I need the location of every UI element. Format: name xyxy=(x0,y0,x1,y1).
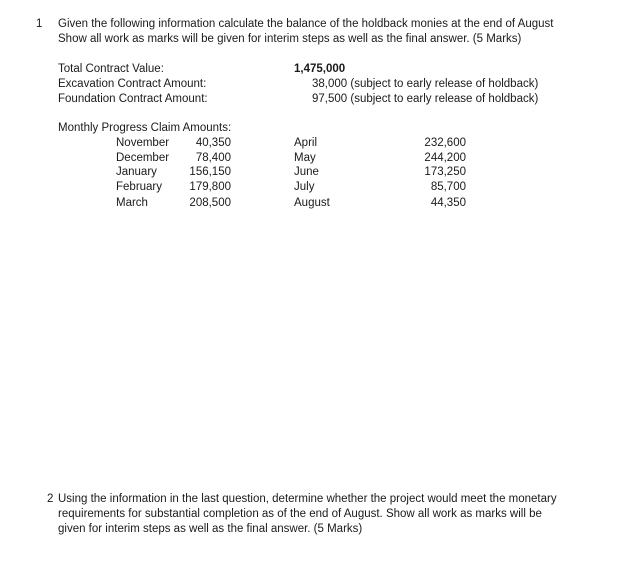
claim-month: November xyxy=(116,137,170,149)
claim-month: March xyxy=(116,197,148,209)
claim-month: January xyxy=(116,166,157,178)
claim-amount: 173,250 xyxy=(424,166,466,178)
claim-amount: 44,350 xyxy=(430,197,466,209)
foundation-contract-value: 97,500 (subject to early release of holdback) xyxy=(312,93,539,105)
excavation-contract-label: Excavation Contract Amount: xyxy=(58,78,207,90)
question-1-line-2: Show all work as marks will be given for interim steps as well as the final answer. (5 Marks) xyxy=(58,33,522,45)
claim-amount: 232,600 xyxy=(424,137,466,149)
question-2-number: 2 xyxy=(47,493,54,505)
total-contract-value: 1,475,000 xyxy=(294,63,346,75)
excavation-contract-value: 38,000 (subject to early release of holdback) xyxy=(312,78,539,90)
claim-month: June xyxy=(294,166,319,178)
question-2-line-1: Using the information in the last question, determine whether the project would meet the monetary xyxy=(58,493,557,505)
claim-amount: 78,400 xyxy=(195,152,231,164)
claim-month: February xyxy=(116,181,163,193)
claim-month: August xyxy=(294,197,330,209)
question-1-number: 1 xyxy=(36,18,43,30)
total-contract-label: Total Contract Value: xyxy=(58,63,164,75)
question-2-line-3: given for interim steps as well as the final answer. (5 Marks) xyxy=(58,523,363,535)
claim-amount: 40,350 xyxy=(195,137,231,149)
foundation-contract-label: Foundation Contract Amount: xyxy=(58,93,208,105)
claims-heading: Monthly Progress Claim Amounts: xyxy=(58,122,232,134)
claim-amount: 244,200 xyxy=(424,152,466,164)
claim-month: April xyxy=(294,137,318,149)
claim-month: May xyxy=(294,152,316,164)
claim-month: December xyxy=(116,152,170,164)
question-2-line-2: requirements for substantial completion as of the end of August. Show all work as marks will be xyxy=(58,508,542,520)
claim-amount: 156,150 xyxy=(189,166,231,178)
question-1-line-1: Given the following information calculate the balance of the holdback monies at the end of August xyxy=(58,18,554,30)
claim-amount: 208,500 xyxy=(189,197,231,209)
claim-amount: 85,700 xyxy=(430,181,466,193)
claim-amount: 179,800 xyxy=(189,181,231,193)
claim-month: July xyxy=(294,181,315,193)
